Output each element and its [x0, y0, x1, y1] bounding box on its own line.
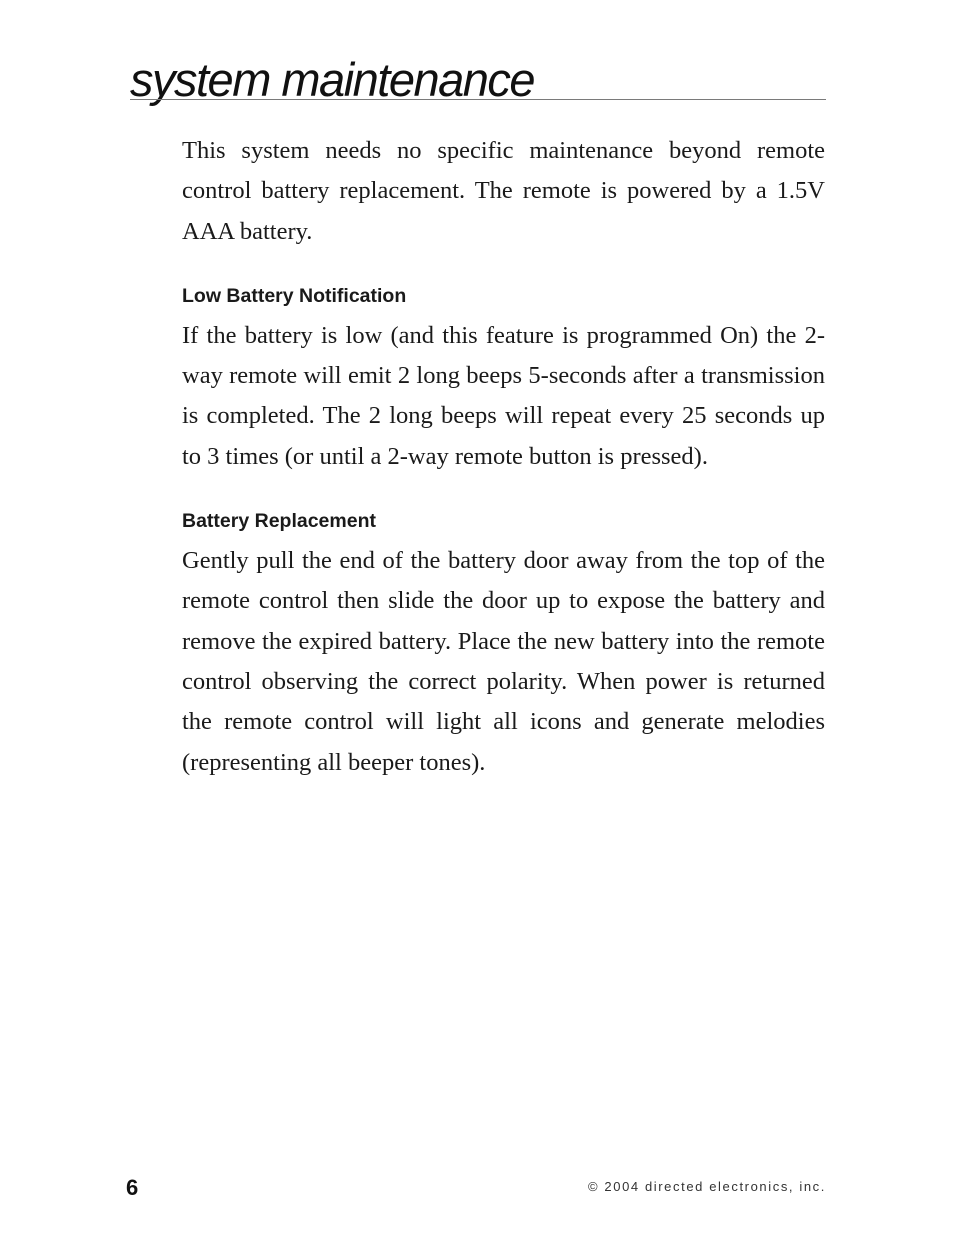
page-title: system maintenance — [130, 53, 535, 106]
main-content — [182, 131, 825, 783]
title-divider — [130, 99, 826, 100]
low-battery-heading: Low Battery Notification — [182, 284, 407, 307]
low-battery-paragraph: If the battery is low (and this feature is programmed On) the 2-way remote will emit 2 long beeps 5-seconds after a transmission is completed. The 2 long beeps will repeat every 25 seconds up to 3 times (or until a 2-way remote button is pressed). — [182, 321, 825, 470]
copyright-notice: © 2004 directed electronics, inc. — [588, 1179, 826, 1194]
intro-paragraph: This system needs no specific maintenance beyond remote control battery replacement. The remote is powered by a 1.5V AAA battery. — [182, 137, 825, 245]
battery-replacement-paragraph: Gently pull the end of the battery door away from the top of the remote control then slide the door up to expose the battery and remove the expired battery. Place the new battery into the remote control observing the correct polarity. When power is returned the remote control will light all icons and generate melodies (representing all beeper tones). — [182, 547, 825, 776]
battery-replacement-heading: Battery Replacement — [182, 510, 376, 533]
page-number: 6 — [126, 1175, 139, 1200]
